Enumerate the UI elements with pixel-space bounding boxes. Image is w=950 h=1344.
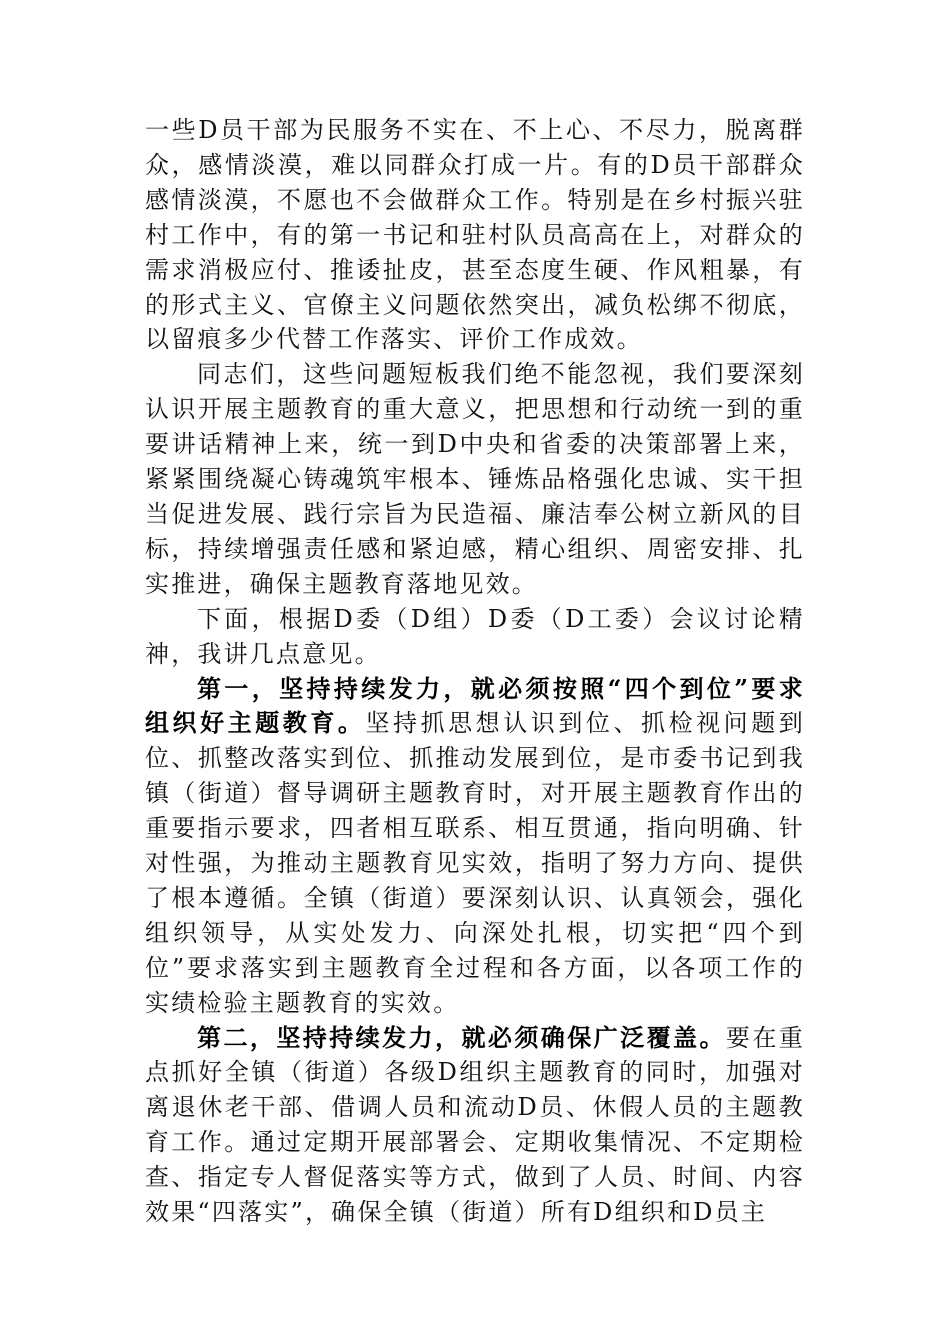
paragraph-3-text: 下面，根据D委（D组）D委（D工委）会议讨论精神，我讲几点意见。 [145,604,805,668]
paragraph-2-text: 同志们，这些问题短板我们绝不能忽视，我们要深刻认识开展主题教育的重大意义，把思想和行动统一到的重要讲话精神上来，统一到D中央和省委的决策部署上来，紧紧围绕凝心铸魂筑牢根本、锤炼品格强化忠诚、实干担当促进发展、践行宗旨为民造福、廉洁奉公树立新风的目标，持续增强责任感和紧迫感，精心组织、周密安排、扎实推进，确保主题教育落地见效。 [145,360,805,598]
paragraph-5-text: 要在重点抓好全镇（街道）各级D组织主题教育的同时，加强对离退休老干部、借调人员和流动D员、休假人员的主题教育工作。通过定期开展部署会、定期收集情况、不定期检查、指定专人督促落实等方式，做到了人员、时间、内容效果“四落实”，确保全镇（街道）所有D组织和D员主 [145,1023,805,1227]
paragraph-5 [145,1021,805,1230]
paragraph-2 [145,357,805,601]
paragraph-1-text: 一些D员干部为民服务不实在、不上心、不尽力，脱离群众，感情淡漠，难以同群众打成一片。有的D员干部群众感情淡漠，不愿也不会做群众工作。特别是在乡村振兴驻村工作中，有的第一书记和驻村队员高高在上，对群众的需求消极应付、推诿扯皮，甚至态度生硬、作风粗暴，有的形式主义、官僚主义问题依然突出，减负松绑不彻底，以留痕多少代替工作落实、评价工作成效。 [145,116,805,354]
paragraph-1 [145,113,805,357]
paragraph-4-text: 坚持抓思想认识到位、抓检视问题到位、抓整改落实到位、抓推动发展到位，是市委书记到我镇（街道）督导调研主题教育时，对开展主题教育作出的重要指示要求，四者相互联系、相互贯通，指向明确、针对性强，为推动主题教育见实效，指明了努力方向、提供了根本遵循。全镇（街道）要深刻认识、认真领会，强化组织领导，从实处发力、向深处扎根，切实把“四个到位”要求落实到主题教育全过程和各方面，以各项工作的实绩检验主题教育的实效。 [145,709,805,1017]
paragraph-4-heading: 第一，坚持持续发力，就必须按照“四个到位”要求组织好主题教育。 [145,673,805,738]
paragraph-4 [145,672,805,1021]
paragraph-3 [145,602,805,672]
paragraph-5-heading: 第二，坚持持续发力，就必须确保广泛覆盖。 [197,1022,726,1052]
